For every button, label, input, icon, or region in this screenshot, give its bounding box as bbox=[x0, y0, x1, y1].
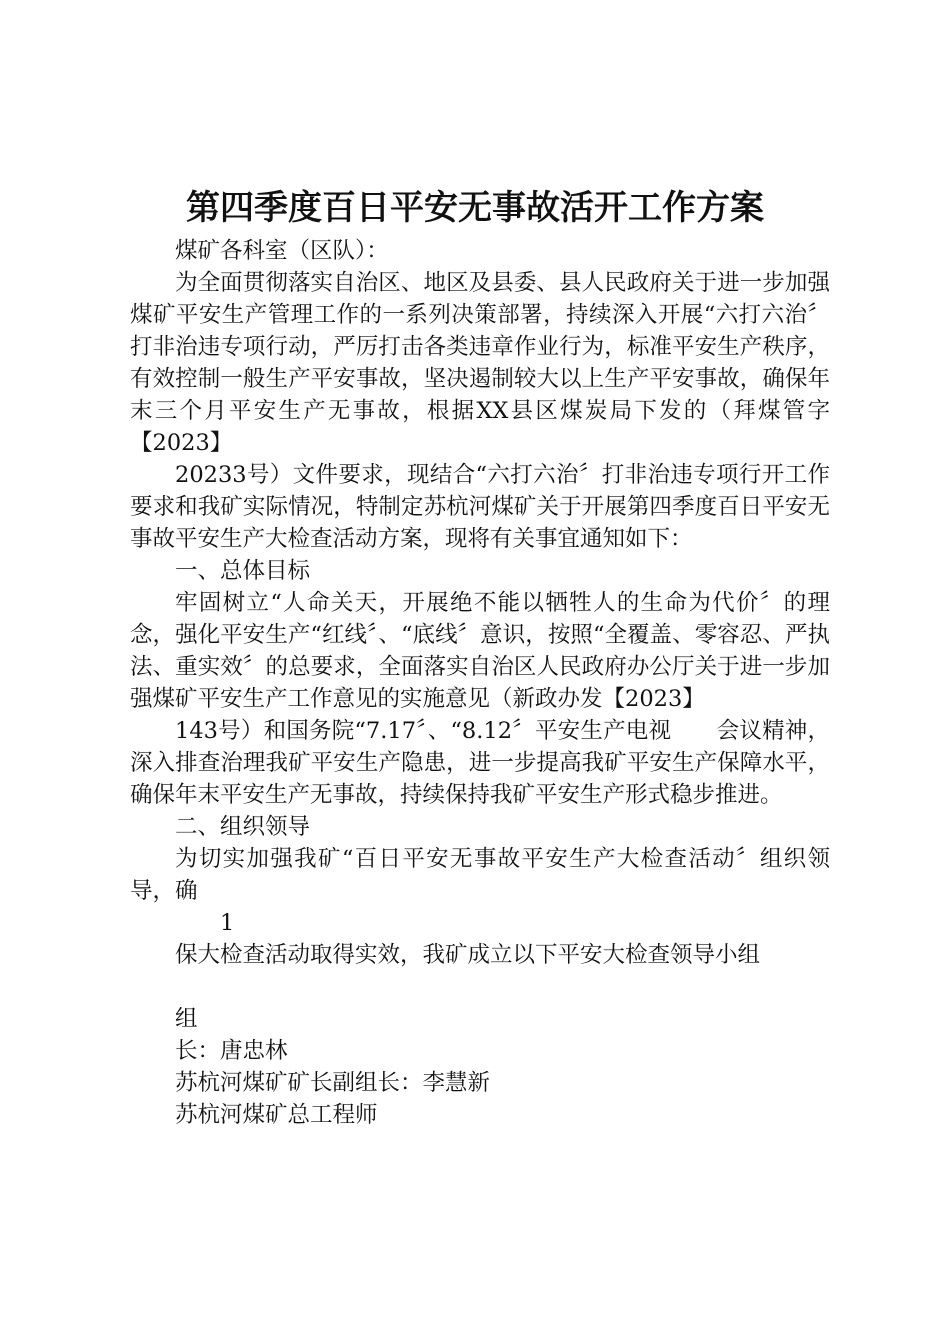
paragraph-intro: 为全面贯彻落实自治区、地区及县委、县人民政府关于进一步加强煤矿平安生产管理工作的一系列决策部署，持续深入开展“六打六治〞打非治违专项行动，严厉打击各类违章作业行为，标准平安生产秩序，有效控制一般生产平安事故，坚决遏制较大以上生产平安事故，确保年末三个月平安生产无事故，根据XX县区煤炭局下发的（拜煤管字【2023】 bbox=[130, 270, 830, 456]
salutation: 煤矿各科室（区队）： bbox=[175, 238, 389, 264]
section-heading-overall-goal: 一、总体目标 bbox=[175, 558, 311, 584]
leader-line-1: 组 bbox=[175, 1006, 198, 1032]
section-heading-organization: 二、组织领导 bbox=[175, 814, 311, 840]
leader-line-4: 苏杭河煤矿总工程师 bbox=[175, 1102, 378, 1128]
paragraph-goal-continued: 143号）和国务院“7.17〞、“8.12〞平安生产电视 会议精神，深入排查治理我矿平安生产隐患，进一步提高我矿平安生产保障水平，确保年末平安生产无事故，持续保持我矿平安生产形式稳步推进。 bbox=[130, 718, 830, 808]
page-number: 1 bbox=[220, 910, 235, 936]
paragraph-requirements: 20233号）文件要求，现结合“六打六治〞打非治违专项行开工作要求和我矿实际情况，特制定苏杭河煤矿关于开展第四季度百日平安无事故平安生产大检查活动方案，现将有关事宜通知如下： bbox=[130, 462, 830, 552]
document-title: 第四季度百日平安无事故活开工作方案 bbox=[186, 188, 764, 228]
paragraph-organization: 为切实加强我矿“百日平安无事故平安生产大检查活动〞组织领导，确 bbox=[130, 846, 830, 904]
paragraph-goal: 牢固树立“人命关天，开展绝不能以牺牲人的生命为代价〞的理念，强化平安生产“红线〞、“底线〞意识，按照“全覆盖、零容忍、严执法、重实效〞的总要求，全面落实自治区人民政府办公厅关于进一步加强煤矿平安生产工作意见的实施意见（新政办发【2023】 bbox=[130, 590, 830, 712]
blank-gap bbox=[130, 971, 830, 1003]
leader-line-3: 苏杭河煤矿矿长副组长：李慧新 bbox=[175, 1070, 491, 1096]
paragraph-continuation: 保大检查活动取得实效，我矿成立以下平安大检查领导小组 bbox=[175, 942, 761, 968]
document-body bbox=[130, 235, 830, 1131]
leader-line-2: 长：唐忠林 bbox=[175, 1038, 288, 1064]
